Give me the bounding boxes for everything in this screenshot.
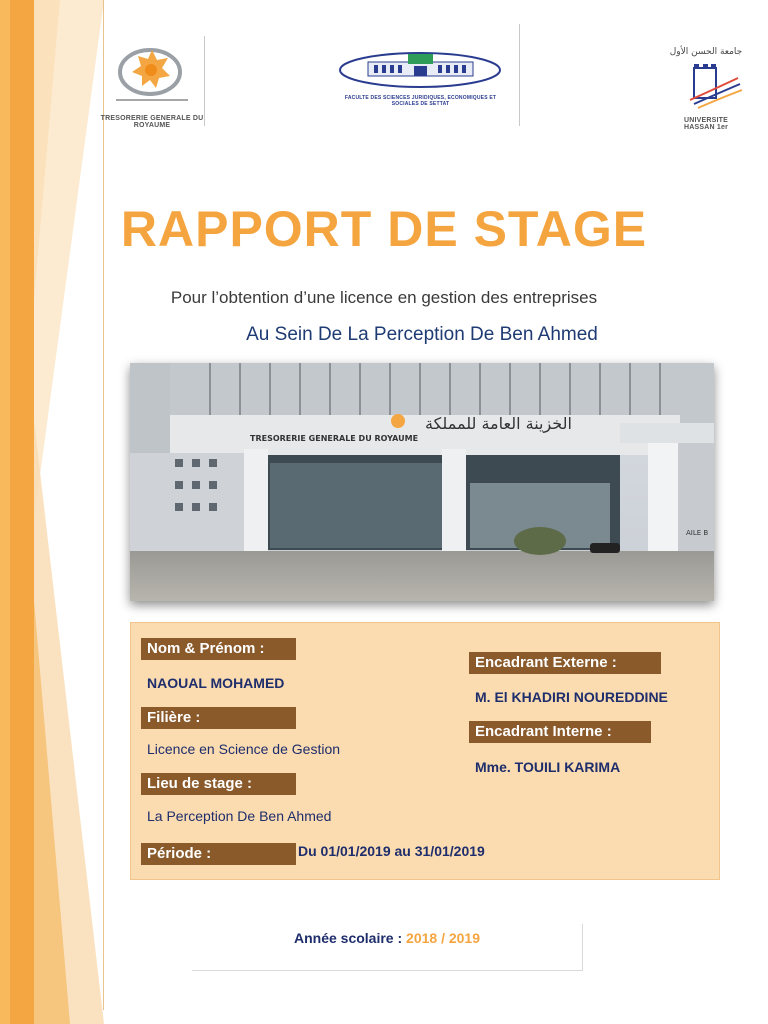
university-logo [668,42,744,131]
filiere-value: Licence en Science de Gestion [147,741,341,757]
report-subtitle: Pour l’obtention d’une licence en gestion des entreprises [170,288,598,307]
student-info-box [130,622,720,880]
periode-label: Période : [141,843,296,865]
filiere-label: Filière : [141,707,296,729]
report-title: RAPPORT DE STAGE [120,201,648,257]
tresorerie-logo [100,40,204,129]
aile-sign-text: AILE B [686,529,709,537]
lieu-value: La Perception De Ben Ahmed [147,808,332,824]
logo-separator [204,36,205,126]
university-emblem-icon [668,42,744,112]
faculty-building-icon [338,50,503,90]
internal-supervisor-value: Mme. TOUILI KARIMA [475,759,621,775]
academic-year-label: Année scolaire : [293,930,407,946]
decorative-side-band [0,0,110,1024]
university-caption: UNIVERSITE HASSAN 1er [683,117,728,131]
report-location-subtitle: Au Sein De La Perception De Ben Ahmed [246,324,598,345]
name-value: NAOUAL MOHAMED [147,675,285,691]
academic-year-box [192,924,583,971]
academic-year-value: 2018 / 2019 [406,930,480,946]
building-photo [130,363,714,601]
name-label: Nom & Prénom : [141,638,296,660]
svg-text:الخزينة العامة للمملكة: الخزينة العامة للمملكة [425,414,572,433]
sun-emblem-icon [100,40,204,110]
external-supervisor-label: Encadrant Externe : [469,652,661,674]
tresorerie-caption: TRESORERIE GENERALE DU ROYAUME [100,115,204,129]
faculty-caption: FACULTE DES SCIENCES JURIDIQUES, ECONOMIQUES ET SOCIALES DE SETTAT [344,95,497,107]
periode-value: Du 01/01/2019 au 31/01/2019 [298,843,485,859]
external-supervisor-value: M. El KHADIRI NOUREDDINE [475,689,668,705]
academic-year-text [192,930,582,946]
logo-separator [519,24,520,126]
svg-text:جامعة الحسن الأول: جامعة الحسن الأول [669,47,743,57]
internal-supervisor-label: Encadrant Interne : [469,721,651,743]
divider-line [103,0,104,1010]
building-sign-text: TRESORERIE GENERALE DU ROYAUME [250,434,419,443]
lieu-label: Lieu de stage : [141,773,296,795]
building-illustration [130,363,714,601]
faculty-logo [338,50,503,107]
